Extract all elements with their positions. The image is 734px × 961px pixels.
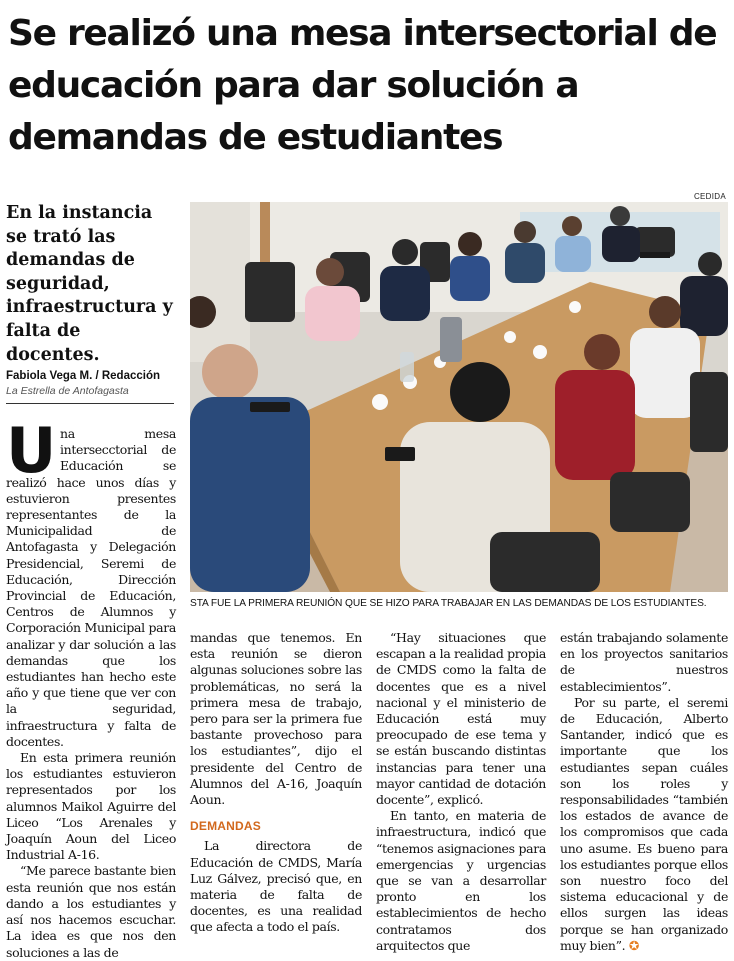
byline-divider [6,403,174,404]
body-column-2 [190,630,362,936]
author-byline: Fabiola Vega M. / Redacción [6,370,161,382]
body-column-3 [376,630,546,954]
body-column-1 [6,414,176,961]
body-paragraph: En esta primera reunión los estudiantes estuvieron representados por los alumnos Maikol Aguirre del Liceo “Los Arenales y Joaquín Aoun del Liceo Industrial A-16. [6,750,176,863]
deck: En la instancia se trató las demandas de seguridad, infraestructura y falta de docentes. [6,203,173,365]
headline: Se realizó una mesa intersectorial de educación para dar solución a demandas de estudiantes [8,13,717,158]
body-paragraph: La directora de Educación de CMDS, María Luz Gálvez, precisó que, en materia de falta de docentes, es una realidad que afecta a todo el país. [190,838,362,935]
meeting-photo [190,202,728,592]
drop-cap: U [6,414,56,487]
section-subhead: DEMANDAS [190,819,261,834]
photo-caption: STA FUE LA PRIMERA REUNIÓN QUE SE HIZO PARA TRABAJAR EN LAS DEMANDAS DE LOS ESTUDIANTES. [190,598,707,609]
outlet-name: La Estrella de Antofagasta [6,385,129,397]
body-paragraph: están trabajando solamente en los proyectos sanitarios de nuestros establecimientos”. [560,630,728,694]
body-paragraph: Por su parte, el seremi de Educación, Alberto Santander, indicó que es importante que los estudiantes sepan cuáles son los roles y responsabilidades “también los estados de avance de los compromisos que cada uno asume. Es bueno para los estudiantes porque ellos son nuestro foco del sistema educacional y de ellos surgen las ideas porque se han organizado muy bien”. ✪ [560,694,728,953]
photo-credit: CEDIDA [693,192,726,201]
body-paragraph: Una mesa intersecctorial de Educación se realizó hace unos días y estuvieron presentes representantes de la Municipalidad de Antofagasta y Delegación Presidencial, Seremi de Educación, Dirección Provincial de Educación, Centros de Alumnos y Corporación Municipal para analizar y dar solución a las demandas que los estudiantes han hecho este año y que tiene que ver con la seguridad, infraestructura y falta de docentes. [6,414,176,749]
end-mark-icon: ✪ [628,937,640,953]
body-paragraph: mandas que tenemos. En esta reunión se dieron algunas soluciones sobre las problemáticas, no será la primera mesa de trabajo, pero para ser la primera fue bastante provechoso para los estudiantes”, dijo el presidente del Centro de Alumnos del A-16, Joaquín Aoun. [190,630,362,808]
body-column-4 [560,630,728,954]
body-paragraph: “Hay situaciones que escapan a la realidad propia de CMDS como la falta de docentes que es a nivel nacional y el ministerio de Educación está muy preocupado de ese tema y se están buscando distintas instancias para tener una mayor cantidad de dotación docente”, explicó. [376,630,546,808]
body-paragraph: “Me parece bastante bien esta reunión que nos están dando a los estudiantes y así nos hacemos escuchar. La idea es que nos den soluciones a las de [6,863,176,960]
body-paragraph: En tanto, en materia de infraestructura, indicó que “tenemos asignaciones para emergencias y urgencias que se van a desarrollar pronto en los establecimientos de hecho contratamos dos arquitectos que [376,808,546,953]
